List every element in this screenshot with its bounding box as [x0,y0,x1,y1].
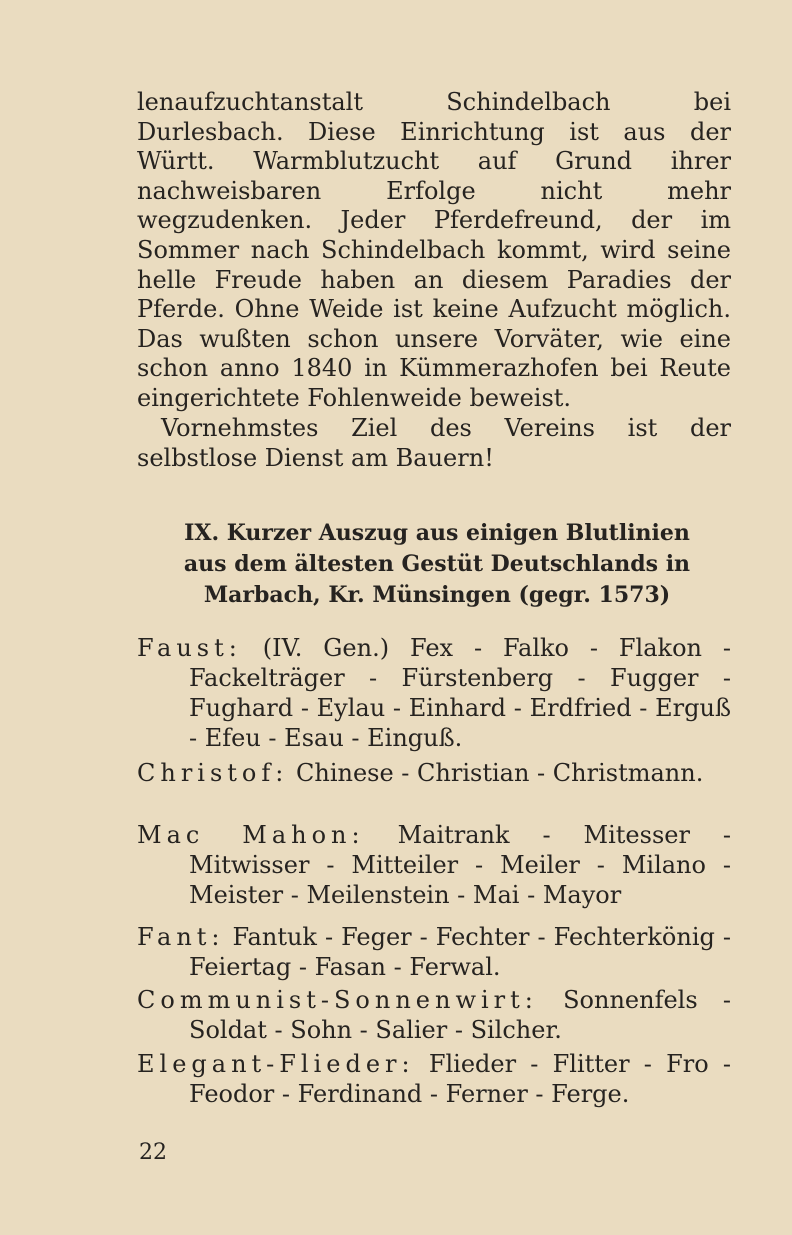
heading-line: Marbach, Kr. Münsingen (gegr. 1573) [203,582,671,608]
bloodline-entry [137,633,731,753]
bloodline-descendants: Flieder - Flitter - Fro - Feodor - Ferdinand - Ferner - Ferge. [189,1050,731,1108]
bloodline-entry [137,758,731,788]
bloodline-name: Mac Mahon: [137,821,365,849]
bloodline-descendants: Chinese - Christian - Christmann. [296,759,704,787]
heading-line: IX. Kurzer Auszug aus einigen Blutlinien [184,520,690,546]
body-paragraph-2: Vornehmstes Ziel des Vereins ist der selbstlose Dienst am Bauern! [137,414,731,472]
body-paragraph-1: lenaufzuchtanstalt Schindelbach bei Durlesbach. Diese Einrichtung ist aus der Württ. Warmblutzucht auf Grund ihrer nachweisbaren Erfolge nicht mehr wegzudenken. Jeder Pferdefreund, der im Sommer nach Schindelbach kommt, wird seine helle Freude haben an diesem Paradies der Pferde. Ohne Weide ist keine Aufzucht möglich. Das wußten schon unsere Vorväter, wie eine schon anno 1840 in Kümmerazhofen bei Reute eingerichtete Fohlenweide beweist. [137,88,731,412]
bloodline-name: Fant: [137,923,225,951]
bloodline-descendants: Fantuk - Feger - Fechter - Fechterkönig - Feiertag - Fasan - Ferwal. [189,923,731,981]
bloodline-descendants: Maitrank - Mitesser - Mitwisser - Mitteiler - Meiler - Milano - Meister - Meilenstein - Mai - Mayor [189,821,731,909]
section-heading [160,518,714,611]
bloodline-name: Communist-Sonnenwirt: [137,986,538,1014]
bloodline-entry [137,1049,731,1109]
bloodline-name: Faust: [137,634,242,662]
bloodline-name: Elegant-Flieder: [137,1050,415,1078]
bloodline-name: Christof: [137,759,289,787]
heading-line: aus dem ältesten Gestüt Deutschlands in [183,551,691,577]
bloodline-entry [137,985,731,1045]
page-number: 22 [139,1140,167,1165]
bloodline-entry [137,922,731,982]
bloodline-entry [137,820,731,910]
bloodline-descendants: (IV. Gen.) Fex - Falko - Flakon - Fackelträger - Fürstenberg - Fugger - Fughard - Eylau - Einhard - Erdfried - Erguß - Efeu - Esau - Einguß. [189,634,731,752]
bloodline-descendants: Sonnenfels - Soldat - Sohn - Salier - Silcher. [189,986,731,1044]
